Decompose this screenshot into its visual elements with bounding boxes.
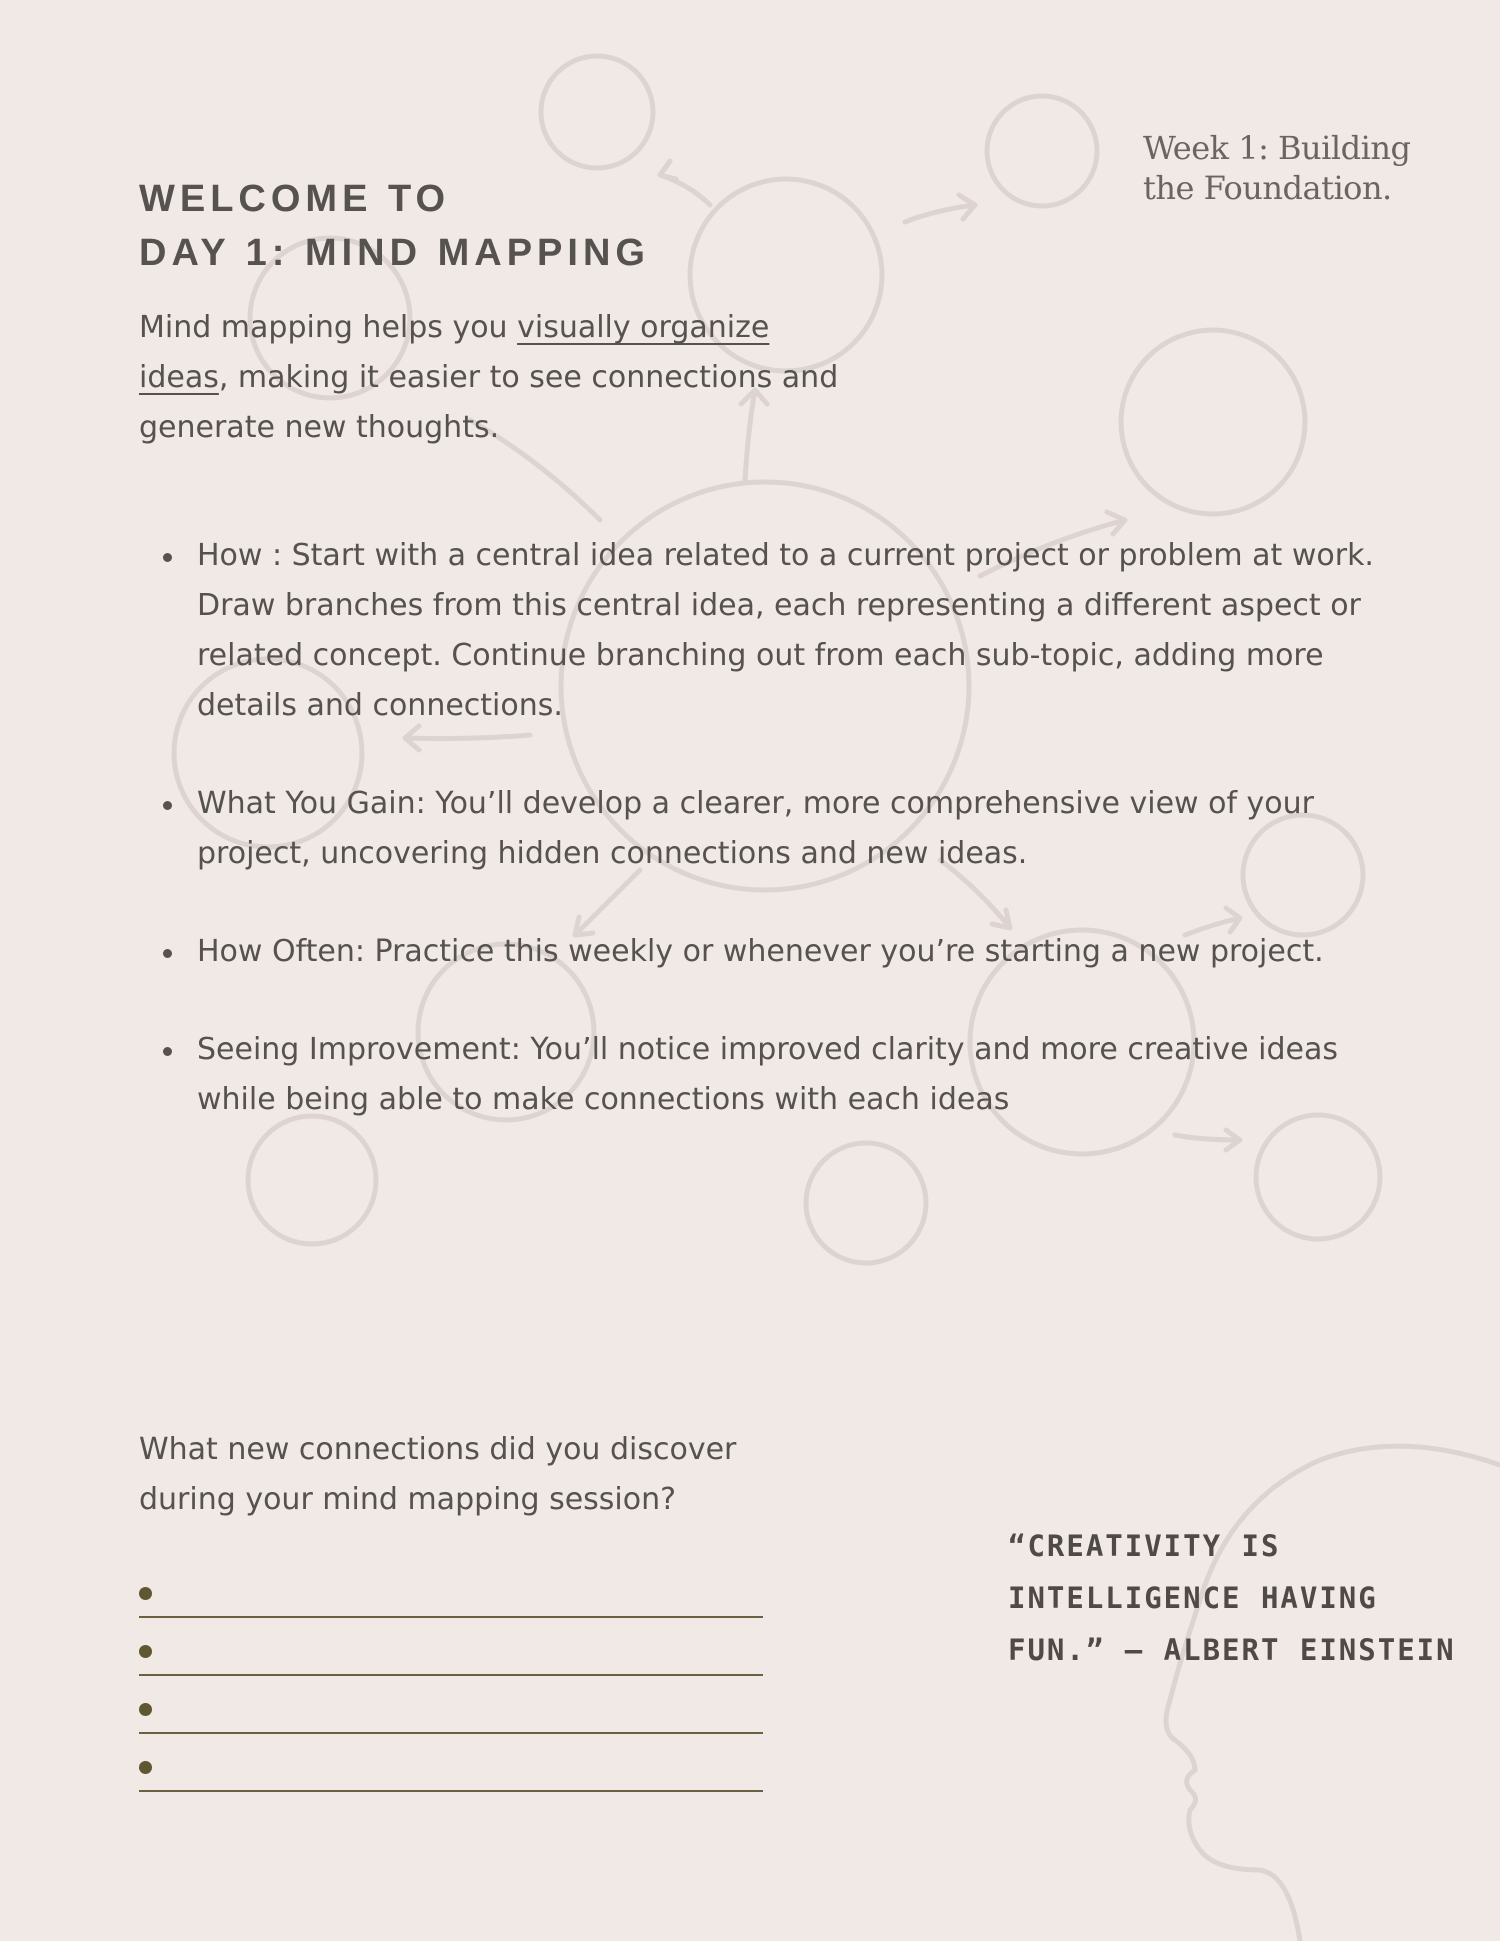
answer-line[interactable]: [139, 1734, 763, 1792]
reflection-question: What new connections did you discover during your mind mapping session?: [139, 1432, 737, 1517]
doodle-circle: [987, 96, 1097, 206]
bullet-dot-icon: [139, 1761, 152, 1774]
answer-line[interactable]: [139, 1618, 763, 1676]
answer-lines: [139, 1560, 763, 1792]
doodle-branch: [660, 161, 710, 205]
page-title-line-1: WELCOME TO: [139, 178, 451, 220]
doodle-circle: [541, 56, 653, 168]
bullet-dot-icon: [139, 1645, 152, 1658]
page-title-line-2: DAY 1: MIND MAPPING: [139, 232, 650, 274]
intro-underlined-text: visually organize ideas: [139, 310, 770, 395]
answer-line[interactable]: [139, 1560, 763, 1618]
method-bullet-list: [160, 531, 1400, 1173]
intro-text-start: Mind mapping helps you: [139, 310, 518, 345]
bullet-how: How : Start with a central idea related to a current project or problem at work. Draw branches from this central idea, each representing a different aspect or related concept. Continue branching out from each sub-topic, adding more details and connections.: [160, 531, 1400, 731]
bullet-seeing-improvement: Seeing Improvement: You’ll notice improved clarity and more creative ideas while being able to make connections with each ideas: [160, 1025, 1400, 1125]
doodle-branch: [905, 195, 975, 222]
bullet-what-you-gain: What You Gain: You’ll develop a clearer, more comprehensive view of your project, uncovering hidden connections and new ideas.: [160, 779, 1400, 879]
week-label: Week 1: Building the Foundation.: [1143, 129, 1411, 207]
bullet-how-often: How Often: Practice this weekly or whenever you’re starting a new project.: [160, 927, 1400, 977]
einstein-quote: “CREATIVITY IS INTELLIGENCE HAVING FUN.” — ALBERT EINSTEIN: [1008, 1529, 1456, 1667]
intro-text-end: , making it easier to see connections and generate new thoughts.: [139, 360, 839, 445]
bullet-dot-icon: [139, 1703, 152, 1716]
bullet-dot-icon: [139, 1587, 152, 1600]
answer-line[interactable]: [139, 1676, 763, 1734]
doodle-circle: [1121, 330, 1305, 514]
intro-paragraph: [139, 303, 839, 453]
page-title: [139, 172, 650, 280]
